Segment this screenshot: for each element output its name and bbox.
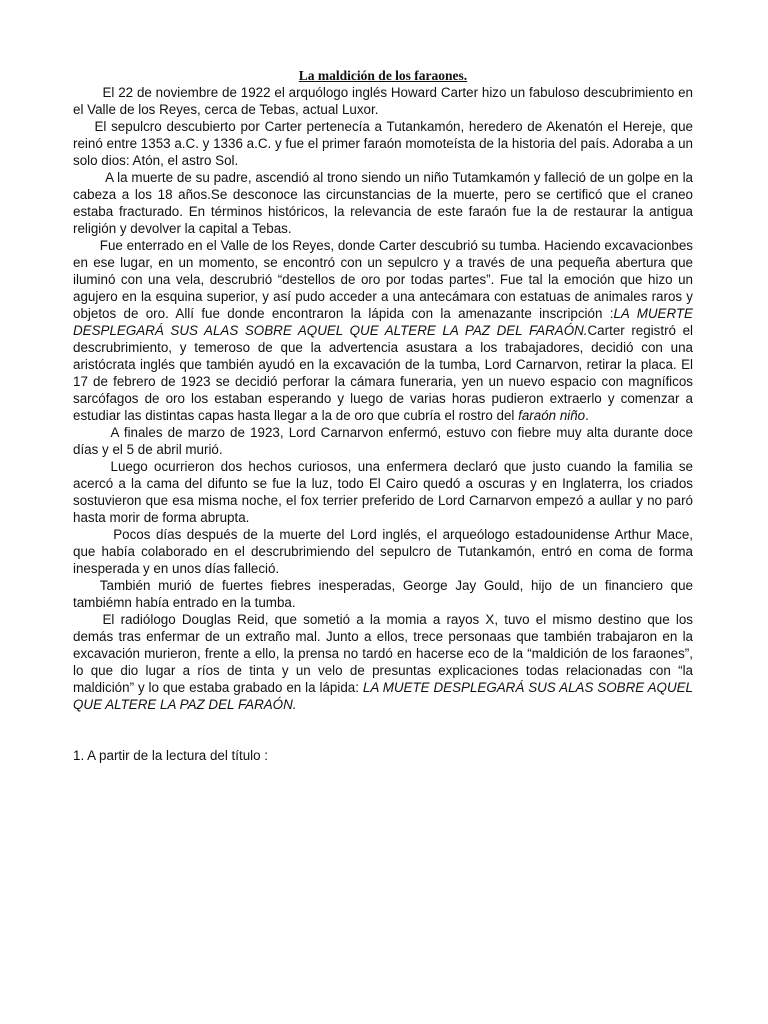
body-paragraph <box>73 118 693 169</box>
body-paragraph <box>73 526 693 577</box>
body-paragraph <box>73 611 693 713</box>
text-span: El radiólogo Douglas Reid, que sometió a la momia a rayos X, tuvo el mismo destino que los demás tras enfermar de un extraño mal. Junto a ellos, trece personaas que también trabajaron en la excavación murieron, frente a ello, la prensa no tardó en hacerse eco de la “maldición de los faraones”, lo que dio lugar a ríos de tinta y un velo de presuntas explicaciones todas relacionadas con “la maldición” y lo que estaba grabado en la lápida: <box>73 612 693 695</box>
body-paragraph <box>73 577 693 611</box>
document-body <box>73 84 693 713</box>
italic-text-span: LA MUETE DESPLEGARÁ SUS ALAS SOBRE AQUEL QUE ALTERE LA PAZ DEL FARAÓN. <box>73 680 694 712</box>
body-paragraph <box>73 84 693 118</box>
question-text: 1. A partir de la lectura del título : <box>73 748 269 763</box>
text-span: También murió de fuertes fiebres inesperadas, George Jay Gould, hijo de un financiero que tambiémn había entrado en la tumba. <box>73 578 693 610</box>
italic-text-span: faraón niño <box>518 408 586 423</box>
body-paragraph <box>73 237 693 424</box>
body-paragraph <box>73 458 693 526</box>
text-span: El sepulcro descubierto por Carter pertenecía a Tutankamón, heredero de Akenatón el Hereje, que reinó entre 1353 a.C. y 1336 a.C. y fue el primer faraón momoteísta de la historia del país. Adoraba a un solo dios: Atón, el astro Sol. <box>73 119 693 168</box>
text-span: . <box>585 408 589 423</box>
body-paragraph <box>73 169 693 237</box>
text-span: Carter registró el descrubrimiento, y temeroso de que la advertencia asustara a los trabajadores, decidió con una aristócrata inglés que también ayudó en la excavación de la tumba, Lord Carnarvon, retirar la placa. El 17 de febrero de 1923 se decidió perforar la cámara funeraria, yen un nuevo espacio con magníficos sarcófagos de oro los estaban esperando y luego de varias horas pudieron extraerlo y comenzar a estudiar las distintas capas hasta llegar a la de oro que cubría el rostro del <box>73 323 693 423</box>
document-page <box>73 68 693 764</box>
text-span: A finales de marzo de 1923, Lord Carnarvon enfermó, estuvo con fiebre muy alta durante doce días y el 5 de abril murió. <box>73 425 693 457</box>
text-span: El 22 de noviembre de 1922 el arquólogo inglés Howard Carter hizo un fabuloso descubrimiento en el Valle de los Reyes, cerca de Tebas, actual Luxor. <box>73 85 693 117</box>
text-span: A la muerte de su padre, ascendió al trono siendo un niño Tutamkamón y falleció de un golpe en la cabeza a los 18 años.Se desconoce las circunstancias de la muerte, pero se certificó que el craneo estaba fracturado. En términos históricos, la relevancia de este faraón fue la de restaurar la antigua religión y devolver la capital a Tebas. <box>73 170 693 236</box>
text-span: Pocos días después de la muerte del Lord inglés, el arqueólogo estadounidense Arthur Mace, que había colaborado en el descrubrimiendo del sepulcro de Tutankamón, entró en coma de forma inesperada y en unos días falleció. <box>73 527 693 576</box>
text-span: Fue enterrado en el Valle de los Reyes, donde Carter descubrió su tumba. Haciendo excavacionbes en ese lugar, en un momento, se encontró con un sepulcro y a través de una pequeña abertura que iluminó con una vela, descrubrió “destellos de oro por todas partes”. Fue tal la emoción que hizo un agujero en la esquina superior, y así pudo acceder a una antecámara con estatuas de animales raros y objetos de oro. Allí fue donde encontraron la lápida con la amenazante inscripción : <box>73 238 693 321</box>
italic-text-span: LA MUERTE DESPLEGARÁ SUS ALAS SOBRE AQUEL QUE ALTERE LA PAZ DEL FARAÓN. <box>73 306 693 338</box>
document-title: La maldición de los faraones. <box>298 68 468 83</box>
body-paragraph <box>73 424 693 458</box>
text-span: Luego ocurrieron dos hechos curiosos, una enfermera declaró que justo cuando la familia se acercó a la cama del difunto se fue la luz, todo El Cairo quedó a oscuras y en Inglaterra, los criados sostuvieron que esa misma noche, el fox terrier preferido de Lord Carnarvon empezó a aullar y no paró hasta morir de forma abrupta. <box>73 459 693 525</box>
